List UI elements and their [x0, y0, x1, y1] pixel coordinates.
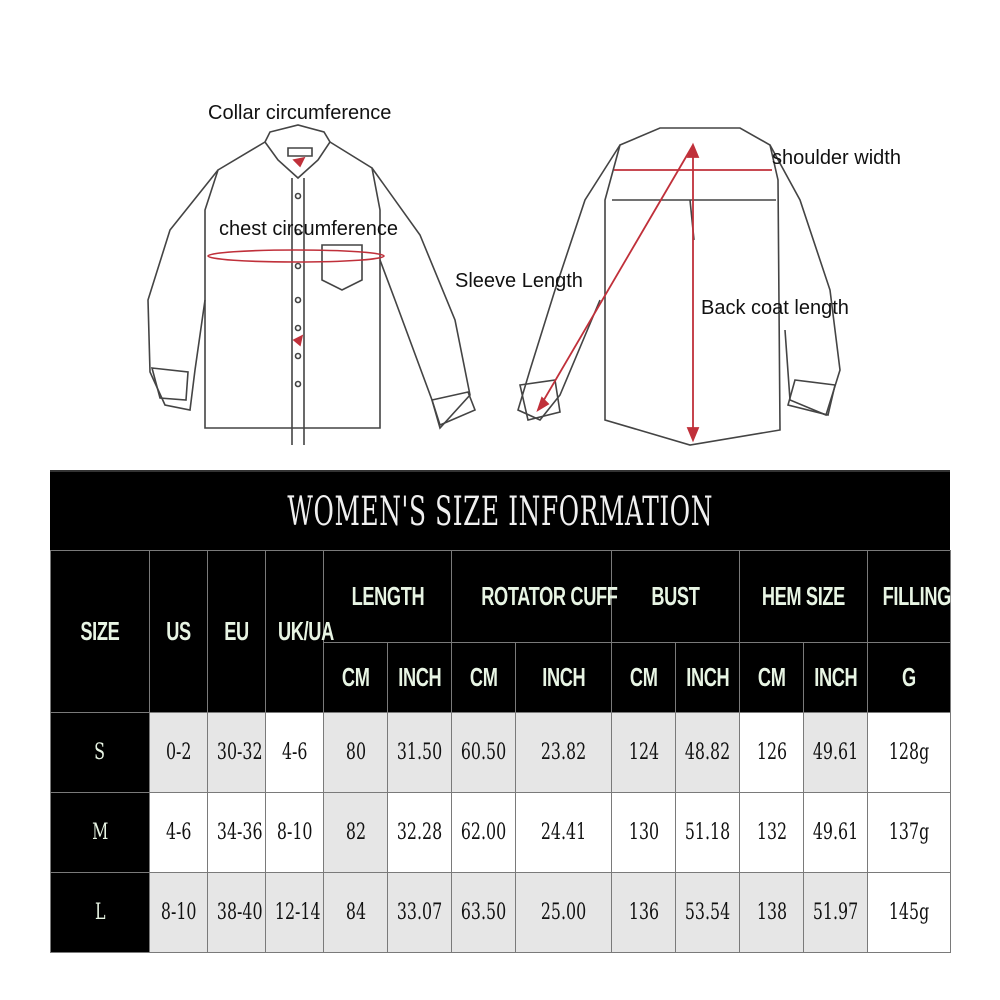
size-cell: S — [51, 713, 150, 793]
table-cell: 53.54 — [676, 873, 740, 953]
table-cell: 32.28 — [388, 793, 452, 873]
table-cell: 137g — [868, 793, 951, 873]
table-cell: 8-10 — [150, 873, 208, 953]
table-cell: 130 — [612, 793, 676, 873]
unit-header: INCH — [516, 643, 612, 713]
table-cell: 48.82 — [676, 713, 740, 793]
back-coat-length-label: Back coat length — [701, 297, 849, 319]
table-row — [51, 713, 951, 793]
table-cell: 84 — [324, 873, 388, 953]
table-cell: 124 — [612, 713, 676, 793]
header-ukua: UK/UA — [266, 551, 324, 713]
size-chart-title-bar — [50, 470, 950, 552]
front-measure-lines — [208, 158, 384, 345]
table-cell: 51.97 — [804, 873, 868, 953]
table-cell: 24.41 — [516, 793, 612, 873]
table-cell: 23.82 — [516, 713, 612, 793]
size-chart-title: WOMEN'S SIZE INFORMATION — [287, 489, 713, 535]
table-cell: 4-6 — [266, 713, 324, 793]
chest-circumference-label: chest circumference — [219, 218, 398, 240]
table-cell: 4-6 — [150, 793, 208, 873]
header-size: SIZE — [51, 551, 150, 713]
shirt-illustration — [0, 0, 1000, 470]
table-cell: 63.50 — [452, 873, 516, 953]
header-us: US — [150, 551, 208, 713]
shoulder-width-label: shoulder width — [772, 147, 901, 169]
header-row-main — [51, 551, 951, 643]
table-cell: 82 — [324, 793, 388, 873]
sleeve-length-label: Sleeve Length — [455, 270, 583, 292]
table-row — [51, 793, 951, 873]
table-cell: 138 — [740, 873, 804, 953]
header-hem-size: HEM SIZE — [740, 551, 868, 643]
size-cell: M — [51, 793, 150, 873]
size-cell: L — [51, 873, 150, 953]
table-cell: 33.07 — [388, 873, 452, 953]
header-eu: EU — [208, 551, 266, 713]
shirt-diagram — [0, 0, 1000, 470]
unit-header: CM — [324, 643, 388, 713]
table-cell: 34-36 — [208, 793, 266, 873]
header-rotator-cuff: ROTATOR CUFF — [452, 551, 612, 643]
header-bust: BUST — [612, 551, 740, 643]
unit-header: CM — [740, 643, 804, 713]
size-table — [50, 550, 951, 953]
header-length: LENGTH — [324, 551, 452, 643]
table-cell: 31.50 — [388, 713, 452, 793]
table-cell: 80 — [324, 713, 388, 793]
unit-header: CM — [452, 643, 516, 713]
table-cell: 12-14 — [266, 873, 324, 953]
table-cell: 49.61 — [804, 713, 868, 793]
collar-circumference-label: Collar circumference — [208, 102, 392, 124]
table-cell: 25.00 — [516, 873, 612, 953]
table-cell: 51.18 — [676, 793, 740, 873]
table-cell: 8-10 — [266, 793, 324, 873]
unit-header: G — [868, 643, 951, 713]
unit-header: INCH — [676, 643, 740, 713]
front-shirt — [148, 125, 475, 445]
table-cell: 136 — [612, 873, 676, 953]
table-cell: 62.00 — [452, 793, 516, 873]
table-cell: 132 — [740, 793, 804, 873]
unit-header: INCH — [804, 643, 868, 713]
header-filling: FILLING — [868, 551, 951, 643]
table-cell: 126 — [740, 713, 804, 793]
table-cell: 30-32 — [208, 713, 266, 793]
table-cell: 49.61 — [804, 793, 868, 873]
table-cell: 60.50 — [452, 713, 516, 793]
table-row — [51, 873, 951, 953]
table-cell: 0-2 — [150, 713, 208, 793]
table-cell: 128g — [868, 713, 951, 793]
table-cell: 38-40 — [208, 873, 266, 953]
size-chart — [50, 470, 950, 950]
unit-header: CM — [612, 643, 676, 713]
table-cell: 145g — [868, 873, 951, 953]
unit-header: INCH — [388, 643, 452, 713]
